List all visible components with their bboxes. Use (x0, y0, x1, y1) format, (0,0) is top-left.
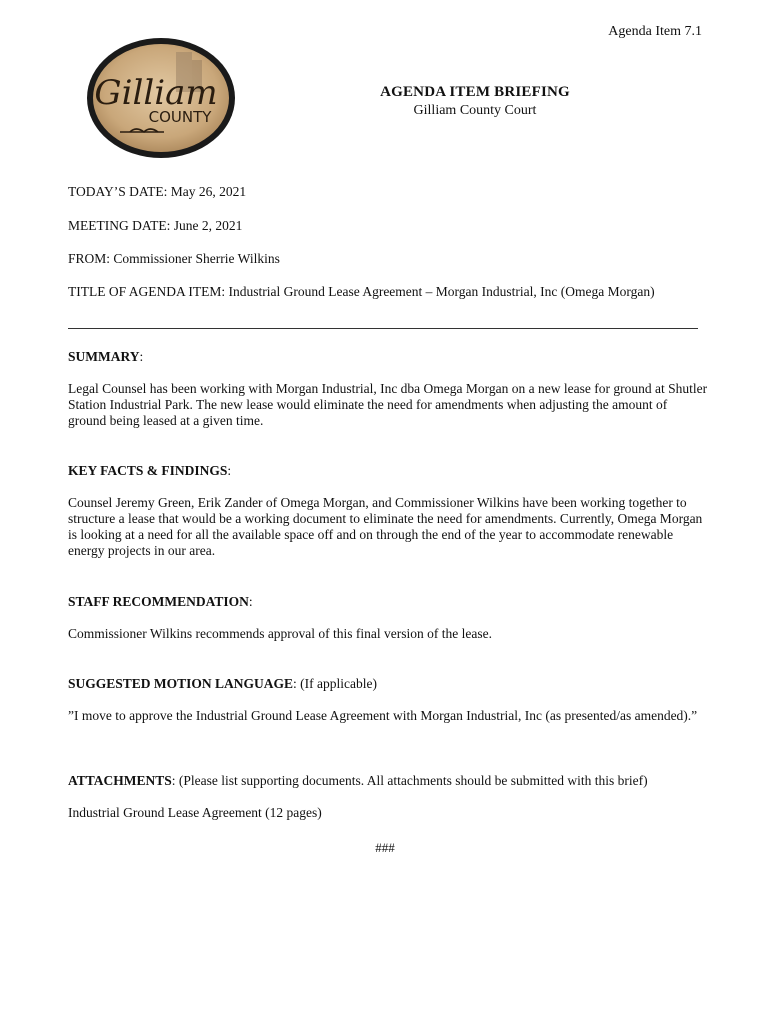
meeting-date: MEETING DATE: June 2, 2021 (68, 218, 243, 233)
suggested-motion-heading: SUGGESTED MOTION LANGUAGE: (If applicable) (68, 676, 377, 691)
summary-heading: SUMMARY: (68, 349, 144, 364)
attachments-heading: ATTACHMENTS: (Please list supporting documents. All attachments should be submitted with this brief) (68, 773, 648, 788)
suggested-motion-section (68, 676, 708, 724)
key-facts-section (68, 463, 708, 559)
briefing-title: AGENDA ITEM BRIEFING (380, 84, 570, 100)
key-facts-text: Counsel Jeremy Green, Erik Zander of Omega Morgan, and Commissioner Wilkins have been working together to structure a lease that would be a working document to eliminate the need for amendments. Currently, Omega Morgan is looking at a need for all the available space off and on through the end of the year to accommodate renewable energy projects in our area. (68, 495, 703, 558)
staff-recommendation-section (68, 594, 708, 642)
suggested-motion-text: ”I move to approve the Industrial Ground Lease Agreement with Morgan Industrial, Inc (as presented/as amended).” (68, 708, 698, 723)
logo-text-county: COUNTY (148, 108, 212, 126)
attachments-section (68, 773, 708, 821)
end-mark: ### (375, 840, 395, 855)
summary-section (68, 349, 708, 429)
todays-date: TODAY’S DATE: May 26, 2021 (68, 184, 247, 199)
divider-line (68, 328, 698, 329)
attachments-text: Industrial Ground Lease Agreement (12 pages) (68, 805, 322, 820)
from-line: FROM: Commissioner Sherrie Wilkins (68, 251, 280, 266)
agenda-item-number: Agenda Item 7.1 (608, 24, 702, 39)
staff-recommendation-text: Commissioner Wilkins recommends approval of this final version of the lease. (68, 626, 492, 641)
briefing-header (340, 84, 610, 119)
staff-recommendation-heading: STAFF RECOMMENDATION: (68, 594, 253, 609)
summary-text: Legal Counsel has been working with Morgan Industrial, Inc dba Omega Morgan on a new lease for ground at Shutler Station Industrial Park. The new lease would eliminate the need for amendments when adjusting the amount of ground being leased at a given time. (68, 381, 708, 428)
briefing-subtitle: Gilliam County Court (413, 103, 537, 118)
key-facts-heading: KEY FACTS & FINDINGS: (68, 463, 232, 478)
gilliam-county-logo (84, 36, 238, 160)
agenda-item-title: TITLE OF AGENDA ITEM: Industrial Ground Lease Agreement – Morgan Industrial, Inc (Omega Morgan) (68, 284, 655, 299)
logo-text-gilliam: Gilliam (94, 73, 218, 113)
